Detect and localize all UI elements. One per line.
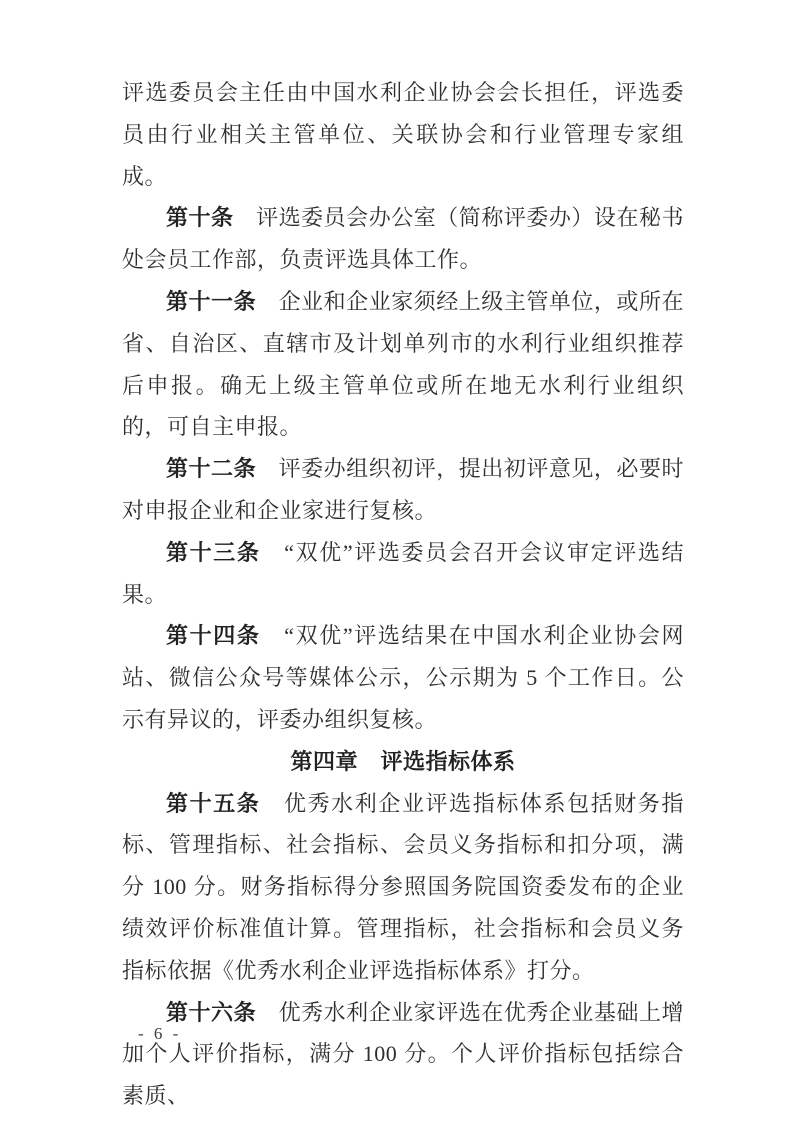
article-number: 第十一条 — [166, 288, 257, 314]
paragraph: 第十三条 “双优”评选委员会召开会议审定评选结果。 — [122, 539, 684, 607]
article-number: 第十六条 — [166, 999, 257, 1025]
article-number: 第十五条 — [166, 790, 261, 816]
article-number: 第十二条 — [166, 456, 257, 482]
paragraph: 第十条 评选委员会办公室（简称评委办）设在秘书处会员工作部，负责评选具体工作。 — [122, 205, 684, 273]
paragraph: 第十四条 “双优”评选结果在中国水利企业协会网站、微信公众号等媒体公示，公示期为 5 个工作日。公示有异议的，评委办组织复核。 — [122, 623, 684, 732]
document-body — [122, 72, 684, 1117]
paragraph: 第十二条 评委办组织初评，提出初评意见，必要时对申报企业和企业家进行复核。 — [122, 456, 684, 523]
paragraph: 评选委员会主任由中国水利企业协会会长担任，评选委员由行业相关主管单位、关联协会和行业管理专家组成。 — [122, 80, 684, 189]
article-number: 第十条 — [166, 205, 234, 231]
article-number: 第十三条 — [166, 539, 261, 565]
article-number: 第十四条 — [166, 623, 261, 649]
paragraph: 第十一条 企业和企业家须经上级主管单位，或所在省、自治区、直辖市及计划单列市的水利行业组织推荐后申报。确无上级主管单位或所在地无水利行业组织的，可自主申报。 — [122, 288, 684, 440]
page-number: - 6 - — [138, 1024, 182, 1043]
chapter-heading: 第四章 评选指标体系 — [290, 748, 516, 774]
paragraph: 第十六条 优秀水利企业家评选在优秀企业基础上增加个人评价指标，满分 100 分。个人评价指标包括综合素质、 — [122, 999, 684, 1109]
paragraph: 第十五条 优秀水利企业评选指标体系包括财务指标、管理指标、社会指标、会员义务指标和扣分项，满分 100 分。财务指标得分参照国务院国资委发布的企业绩效评价标准值计算。管理指标，社会指标和会员义务指标依据《优秀水利企业评选指标体系》打分。 — [122, 790, 684, 983]
